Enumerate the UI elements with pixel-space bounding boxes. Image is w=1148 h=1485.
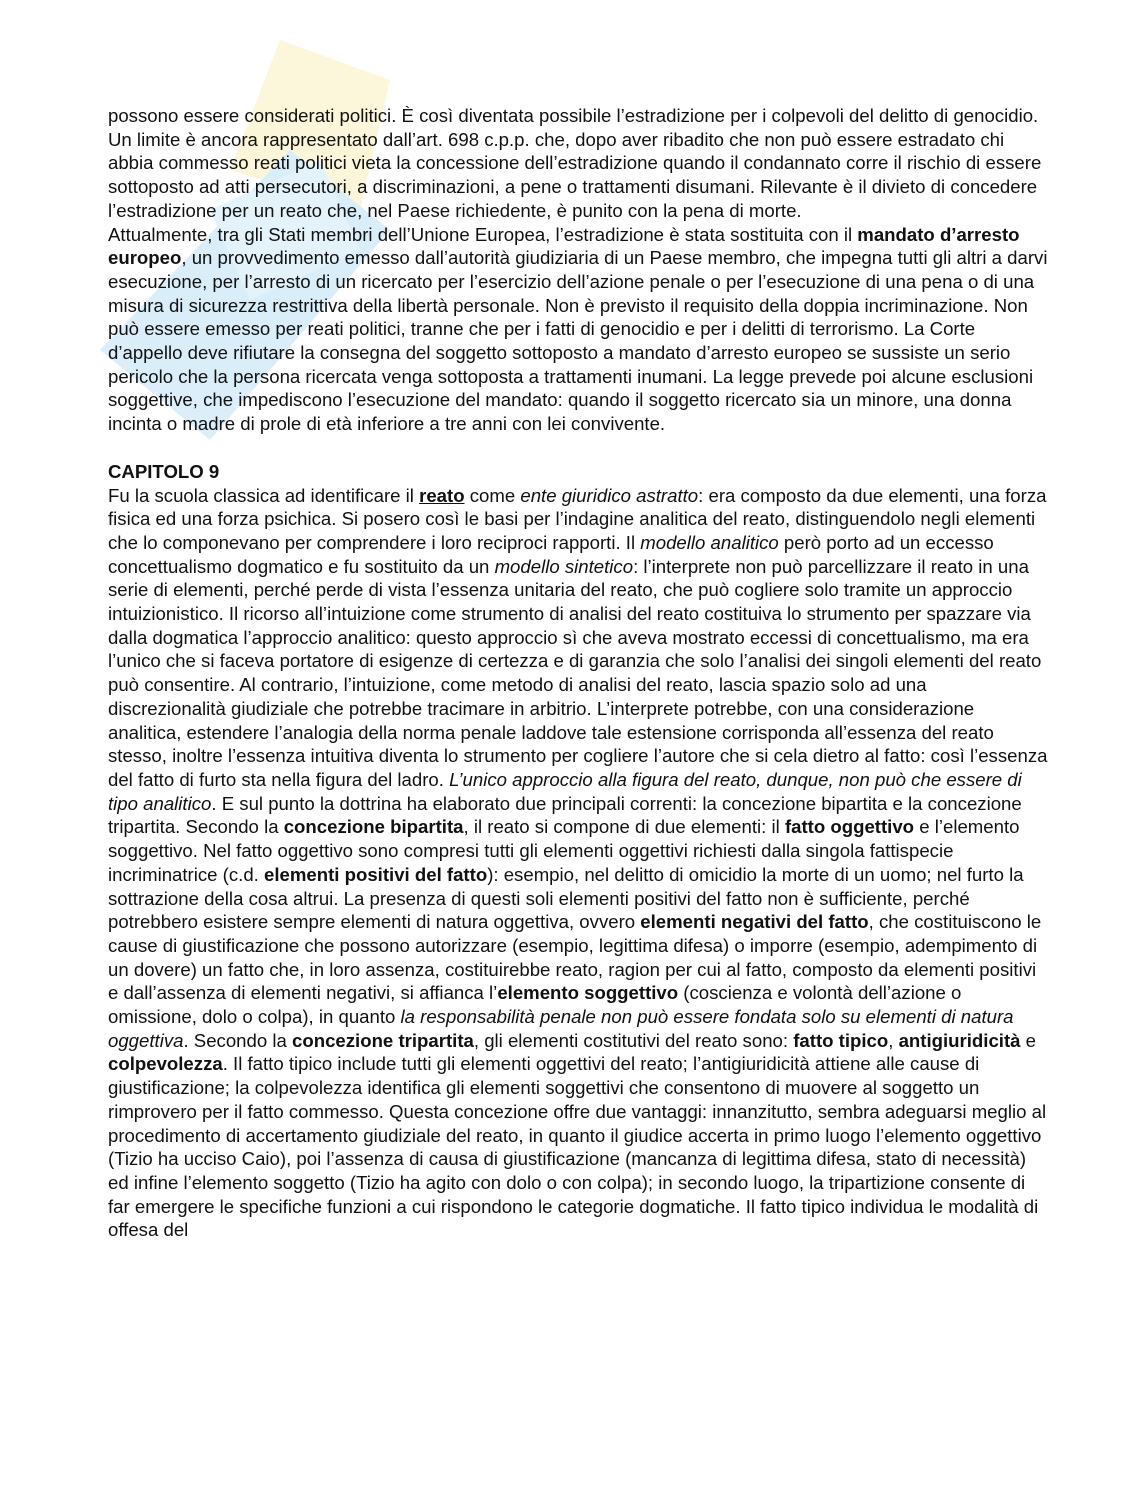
term-antigiuridicita: antigiuridicità [898, 1029, 1021, 1051]
term-fatto-tipico: fatto tipico [793, 1029, 889, 1051]
term-reato: reato [419, 484, 465, 506]
intro-paragraph-2: Attualmente, tra gli Stati membri dell’Unione Europea, l’estradizione è stata sostituita con il mandato d’arresto europeo, un provvedimento emesso dall’autorità giudiziaria di un Paese membro, che impegna tutti gli altri a darvi esecuzione, per l’arresto di un ricercato per l’esercizio dell’azione penale o per l’esecuzione di una pena o di una misura di sicurezza restrittiva della libertà personale. Non è previsto il requisito della doppia incriminazione. Non può essere emesso per reati politici, tranne che per i fatti di genocidio e per i delitti di terrorismo. La Corte d’appello deve rifiutare la consegna del soggetto sottoposto a mandato d’arresto europeo se sussiste un serio pericolo che la persona ricercata venga sottoposta a trattamenti inumani. La legge prevede poi alcune esclusioni soggettive, che impediscono l’esecuzione del mandato: quando il soggetto ricercato sia un minore, una donna incinta o madre di prole di età inferiore a tre anni con lei convivente. [108, 223, 1048, 435]
paragraph-gap [108, 436, 1048, 460]
term-colpevolezza: colpevolezza [108, 1053, 223, 1075]
term-elementi-negativi: elementi negativi del fatto [640, 911, 869, 933]
term-concezione-bipartita: concezione bipartita [283, 816, 464, 838]
chapter-body: Fu la scuola classica ad identificare il reato come ente giuridico astratto: era composto da due elementi, una forza fisica ed una forza psichica. Si posero così le basi per l’indagine analitica del reato, distinguendolo negli elementi che lo componevano per comprendere i loro reciproci rapporti. Il modello analitico però porto ad un eccesso concettualismo dogmatico e fu sostituito da un modello sintetico: l’interprete non può parcellizzare il reato in una serie di elementi, perché perde di vista l’essenza unitaria del reato, che può cogliere solo tramite un approccio intuizionistico. Il ricorso all’intuizione come strumento di analisi del reato costituiva lo strumento per spazzare via dalla dogmatica l’approccio analitico: questo approccio sì che aveva mostrato eccessi di concettualismo, ma era l’unico che si faceva portatore di esigenze di certezza e di garanzia che solo l’analisi dei singoli elementi del reato può consentire. Al contrario, l’intuizione, come metodo di analisi del reato, lascia spazio solo ad una discrezionalità giudiziale che potrebbe tracimare in arbitrio. L’interprete potrebbe, con una considerazione analitica, estendere l’analogia della norma penale laddove tale estensione corrisponda all’essenza del reato stesso, inoltre l’essenza intuitiva diventa lo strumento per cogliere l’autore che si cela dietro al fatto: così l’essenza del fatto di furto sta nella figura del ladro. L’unico approccio alla figura del reato, dunque, non può che essere di tipo analitico. E sul punto la dottrina ha elaborato due principali correnti: la concezione bipartita e la concezione tripartita. Secondo la concezione bipartita, il reato si compone di due elementi: il fatto oggettivo e l’elemento soggettivo. Nel fatto oggettivo sono compresi tutti gli elementi oggettivi richiesti dalla singola fattispecie incriminatrice (c.d. elementi positivi del fatto): esempio, nel delitto di omicidio la morte di un uomo; nel furto la sottrazione della cosa altrui. La presenza di questi soli elementi positivi del fatto non è sufficiente, perché potrebbero esistere sempre elementi di natura oggettiva, ovvero elementi negativi del fatto, che costituiscono le cause di giustificazione che possono autorizzare (esempio, legittima difesa) o imporre (esempio, adempimento di un dovere) un fatto che, in loro assenza, costituirebbe reato, ragion per cui al fatto, composto da elementi positivi e dall’assenza di elementi negativi, si affianca l’elemento soggettivo (coscienza e volontà dell’azione o omissione, dolo o colpa), in quanto la responsabilità penale non può essere fondata solo su elementi di natura oggettiva. Secondo la concezione tripartita, gli elementi costitutivi del reato sono: fatto tipico, antigiuridicità e colpevolezza. Il fatto tipico include tutti gli elementi oggettivi del reato; l’antigiuridicità attiene alle cause di giustificazione; la colpevolezza identifica gli elementi soggettivi che consentono di muovere al soggetto un rimprovero per il fatto commesso. Questa concezione offre due vantaggi: innanzitutto, sembra adeguarsi meglio al procedimento di accertamento giudiziale del reato, in quanto il giudice accerta in primo luogo l’elemento oggettivo (Tizio ha ucciso Caio), poi l’assenza di causa di giustificazione (mancanza di legittima difesa, stato di necessità) ed infine l’elemento soggetto (Tizio ha agito con dolo o con colpa); in secondo luogo, la tripartizione consente di far emergere le specifiche funzioni a cui rispondono le categorie dogmatiche. Il fatto tipico individua le modalità di offesa del [108, 484, 1048, 1241]
intro-paragraph-1: possono essere considerati politici. È così diventata possibile l’estradizione per i colpevoli del delitto di genocidio. Un limite è ancora rappresentato dall’art. 698 c.p.p. che, dopo aver ribadito che non può essere estradato chi abbia commesso reati politici vieta la concessione dell’estradizione quando il condannato corre il rischio di essere sottoposto ad atti persecutori, a discriminazioni, a pene o trattamenti disumani. Rilevante è il divieto di concedere l’estradizione per un reato che, nel Paese richiedente, è punito con la pena di morte. [108, 105, 1042, 221]
term-fatto-oggettivo: fatto oggettivo [784, 816, 915, 838]
term-elementi-positivi: elementi positivi del fatto [264, 863, 488, 885]
term-elemento-soggettivo: elemento soggettivo [497, 982, 679, 1004]
document-page [108, 104, 1048, 1242]
term-mandato-arresto: mandato d’arresto europeo [108, 223, 1020, 269]
term-concezione-tripartita: concezione tripartita [292, 1029, 474, 1051]
chapter-title: CAPITOLO 9 [108, 460, 220, 482]
